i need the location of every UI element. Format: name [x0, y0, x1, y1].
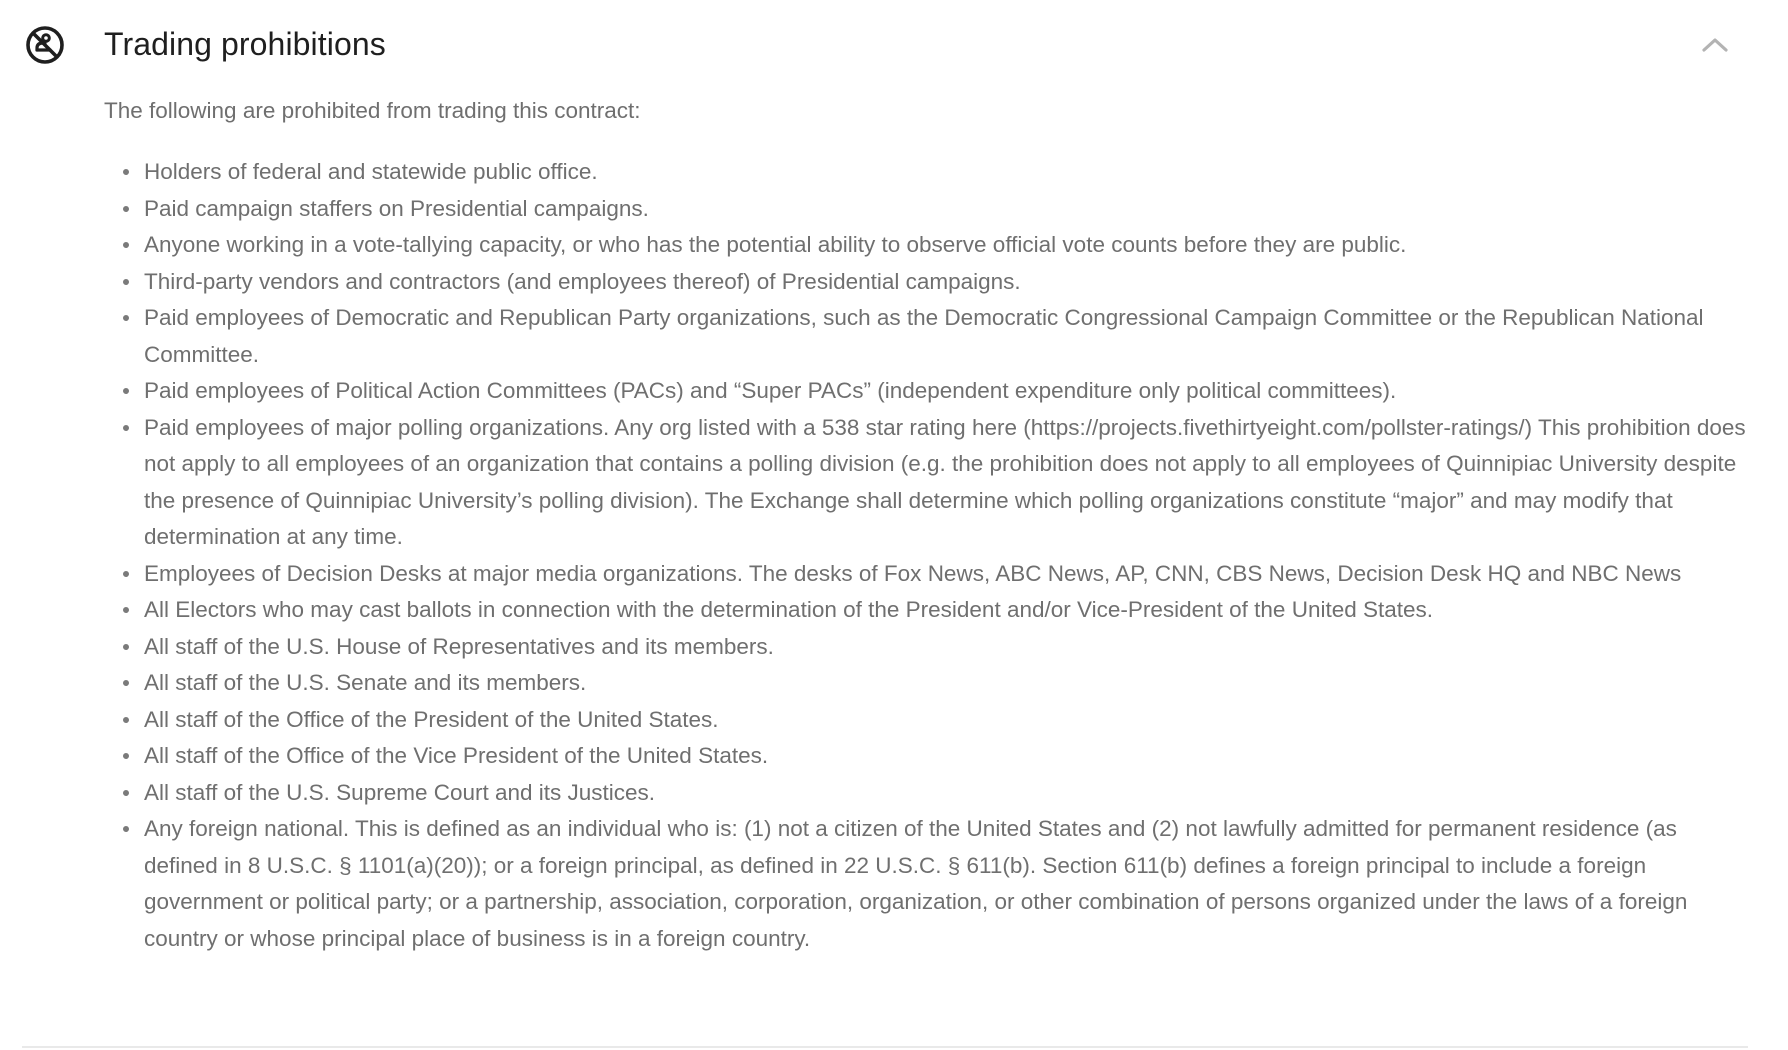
list-item	[104, 775, 1754, 812]
bullet-icon	[123, 717, 129, 723]
prohibitions-list	[104, 154, 1754, 957]
list-item	[104, 300, 1754, 373]
bullet-icon	[123, 206, 129, 212]
section-divider	[22, 1046, 1748, 1048]
list-item-text: Anyone working in a vote-tallying capacity, or who has the potential ability to observe official vote counts before they are public.	[144, 232, 1407, 257]
list-item-text: Holders of federal and statewide public office.	[144, 159, 598, 184]
chevron-up-icon[interactable]	[1699, 32, 1731, 56]
bullet-icon	[123, 571, 129, 577]
trading-prohibitions-section	[22, 0, 1748, 1050]
list-item-text: Any foreign national. This is defined as an individual who is: (1) not a citizen of the United States and (2) not lawfully admitted for permanent residence (as defined in 8 U.S.C. § 1101(a)(20)); or a foreign principal, as defined in 22 U.S.C. § 611(b). Section 611(b) defines a foreign principal to include a foreign government or political party; or a partnership, association, corporation, organization, or other combination of persons organized under the laws of a foreign country or whose principal place of business is in a foreign country.	[144, 816, 1688, 951]
list-item-text: Third-party vendors and contractors (and employees thereof) of Presidential campaigns.	[144, 268, 1021, 294]
bullet-icon	[123, 644, 129, 650]
list-item-text: All staff of the Office of the Vice President of the United States.	[144, 743, 769, 768]
list-item	[104, 227, 1754, 264]
list-item-text: All staff of the U.S. Supreme Court and its Justices.	[144, 779, 656, 805]
list-item	[104, 264, 1754, 301]
prohibited-icon	[24, 24, 66, 66]
list-item	[104, 702, 1754, 739]
bullet-icon	[123, 169, 129, 175]
list-item-text: All Electors who may cast ballots in connection with the determination of the President and/or Vice-President of the United States.	[144, 597, 1434, 622]
list-item	[104, 592, 1754, 629]
list-item	[104, 629, 1754, 666]
bullet-icon	[123, 425, 129, 431]
list-item-text: Paid employees of Political Action Committees (PACs) and “Super PACs” (independent expenditure only political committees).	[144, 378, 1397, 403]
list-item	[104, 665, 1754, 702]
list-item-text: All staff of the U.S. Senate and its members.	[144, 670, 587, 695]
list-item	[104, 154, 1754, 191]
list-item-text: All staff of the U.S. House of Representatives and its members.	[144, 633, 774, 659]
bullet-icon	[123, 826, 129, 832]
list-item	[104, 410, 1754, 556]
list-item	[104, 738, 1754, 775]
bullet-icon	[123, 388, 129, 394]
list-item-text: Paid campaign staffers on Presidential campaigns.	[144, 195, 649, 221]
section-intro: The following are prohibited from trading this contract:	[104, 98, 641, 123]
list-item-text: All staff of the Office of the President of the United States.	[144, 706, 719, 732]
bullet-icon	[123, 680, 129, 686]
list-item-text: Paid employees of major polling organizations. Any org listed with a 538 star rating here (https://projects.fivethirtyeight.com/pollster-ratings/) This prohibition does not apply to all employees of an organization that contains a polling division (e.g. the prohibition does not apply to all employees of Quinnipiac University despite the presence of Quinnipiac University’s polling division). The Exchange shall determine which polling organizations constitute “major” and may modify that determination at any time.	[144, 414, 1746, 549]
list-item-text: Employees of Decision Desks at major media organizations. The desks of Fox News, ABC News, AP, CNN, CBS News, Decision Desk HQ and NBC News	[144, 560, 1682, 586]
section-header[interactable]	[22, 20, 1748, 70]
list-item-text: Paid employees of Democratic and Republican Party organizations, such as the Democratic Congressional Campaign Committee or the Republican National Committee.	[144, 305, 1704, 367]
section-title: Trading prohibitions	[104, 26, 386, 62]
bullet-icon	[123, 279, 129, 285]
bullet-icon	[123, 315, 129, 321]
list-item	[104, 191, 1754, 228]
list-item	[104, 373, 1754, 410]
bullet-icon	[123, 753, 129, 759]
list-item	[104, 556, 1754, 593]
bullet-icon	[123, 607, 129, 613]
bullet-icon	[123, 242, 129, 248]
bullet-icon	[123, 790, 129, 796]
list-item	[104, 811, 1754, 957]
